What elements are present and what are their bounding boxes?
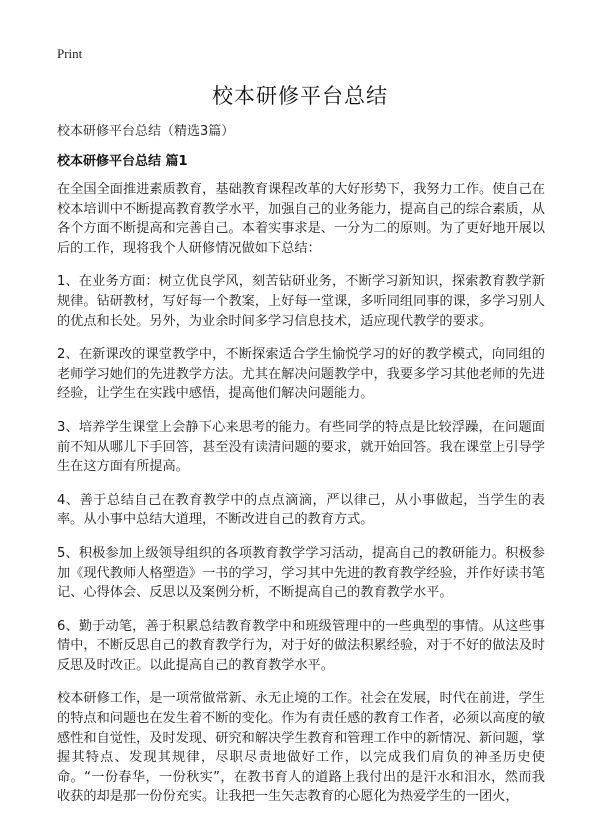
document-subtitle: 校本研修平台总结（精选3篇） [57,124,235,139]
paragraph-conclusion: 校本研修工作，是一项常做常新、永无止境的工作。社会在发展，时代在前进，学生的特点和问题也在发生着不断的变化。作为有责任感的教育工作者，必须以高度的敏感性和自觉性，及时发现、研究和解决学生教育和管理工作中的新情况、新问题，掌握其特点、发现其规律，尽职尽责地做好工作，以完成我们肩负的神圣历史使命。“一份春华，一份秋实”，在教书育人的道路上我付出的是汗水和泪水，然而我收获的却是那一份份充实。让我把一生矢志教育的心愿化为热爱学生的一团火， [57,691,545,805]
paragraph-item-3: 3、培养学生课堂上会静下心来思考的能力。有些同学的特点是比较浮躁，在问题面前不知从哪儿下手回答，甚至没有读清问题的要求，就开始回答。我在课堂上引导学生在这方面有所提高。 [57,419,545,475]
paragraph-item-5: 5、积极参加上级领导组织的各项教育教学学习活动，提高自己的教研能力。积极参加《现代教师人格塑造》一书的学习，学习其中先进的教育教学经验，并作好读书笔记、心得体会、反思以及案例分析，不断提高自己的教育教学水平。 [57,545,545,601]
paragraph-item-4: 4、善于总结自己在教育教学中的点点滴滴，严以律己，从小事做起，当学生的表率。从小事中总结大道理，不断改进自己的教育方式。 [57,492,545,528]
document-body [57,180,545,821]
paragraph-item-6: 6、勤于动笔，善于积累总结教育教学中和班级管理中的一些典型的事情。从这些事情中，不断反思自己的教育教学行为，对于好的做法积累经验，对于不好的做法及时反思及时改正。以此提高自己的教育教学水平。 [57,618,545,673]
section-heading: 校本研修平台总结 篇1 [57,154,188,169]
document-title: 校本研修平台总结 [212,84,388,108]
print-link[interactable]: Print [57,46,83,61]
paragraph-item-1: 1、在业务方面：树立优良学风，刻苦钻研业务，不断学习新知识，探索教育教学新规律。钻研教材，写好每一个教案，上好每一堂课，多听同组同事的课，多学习别人的优点和长处。另外，为业余时间多学习信息技术，适应现代教学的要求。 [57,274,545,329]
paragraph-intro: 在全国全面推进素质教育，基础教育课程改革的大好形势下，我努力工作。使自己在校本培训中不断提高教育教学水平，加强自己的业务能力，提高自己的综合素质，从各个方面不断提高和完善自己。本着实事求是、一分为二的原则。为了更好地开展以后的工作，现将我个人研修情况做如下总结： [57,182,545,256]
paragraph-item-2: 2、在新课改的课堂教学中，不断探索适合学生愉悦学习的好的教学模式，向同组的老师学习她们的先进教学方法。尤其在解决问题教学中，我要多学习其他老师的先进经验，让学生在实践中感悟，提高他们解决问题能力。 [57,347,545,402]
